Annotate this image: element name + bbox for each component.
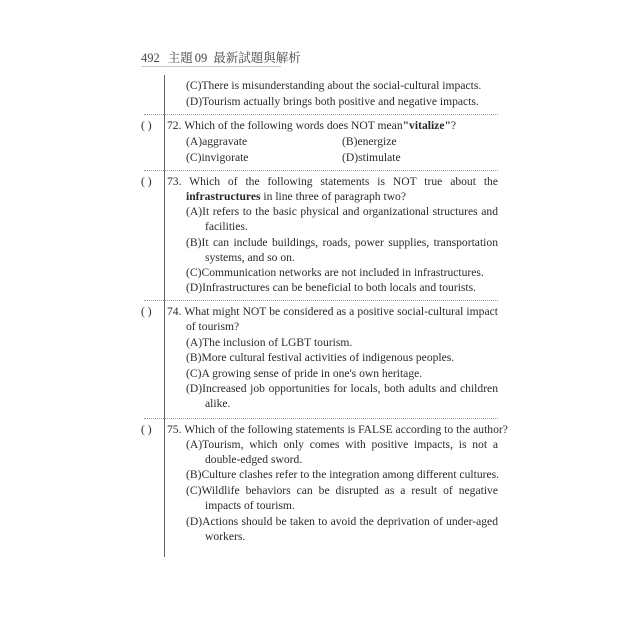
question-separator bbox=[144, 418, 498, 419]
question-75-number: 75. bbox=[167, 423, 182, 436]
option-75-d-cont: workers. bbox=[205, 530, 246, 543]
topic-label: 主題 bbox=[167, 51, 193, 65]
page-header bbox=[141, 48, 301, 66]
option-72-b[interactable]: (B)energize bbox=[342, 135, 397, 148]
option-72-a[interactable]: (A)aggravate bbox=[186, 135, 248, 148]
option-73-b[interactable]: (B)It can include buildings, roads, power supplies, transportation bbox=[186, 236, 498, 249]
topic-number: 09 bbox=[194, 51, 208, 65]
option-75-a[interactable]: (A)Tourism, which only comes with positive impacts, is not a bbox=[186, 438, 498, 451]
question-72-number: 72. bbox=[167, 119, 182, 132]
option-75-c-cont: impacts of tourism. bbox=[205, 499, 295, 512]
option-74-a[interactable]: (A)The inclusion of LGBT tourism. bbox=[186, 336, 353, 349]
question-separator bbox=[144, 300, 498, 301]
option-75-a-cont: double-edged sword. bbox=[205, 453, 303, 466]
option-75-c[interactable]: (C)Wildlife behaviors can be disrupted as a result of negative bbox=[186, 484, 498, 497]
option-72-c[interactable]: (C)invigorate bbox=[186, 151, 249, 164]
question-75-text: Which of the following statements is FALSE according to the author? bbox=[184, 423, 508, 436]
question-75-stem bbox=[167, 422, 508, 438]
question-72-mark: ? bbox=[450, 119, 457, 132]
prev-option-c: (C)There is misunderstanding about the social-cultural impacts. bbox=[186, 79, 482, 92]
option-72-d[interactable]: (D)stimulate bbox=[342, 151, 401, 164]
option-75-d[interactable]: (D)Actions should be taken to avoid the deprivation of under-aged bbox=[186, 515, 498, 528]
question-separator bbox=[144, 114, 498, 115]
option-73-a[interactable]: (A)It refers to the basic physical and organizational structures and bbox=[186, 205, 498, 218]
question-74-text: What might NOT be considered as a positive social-cultural impact bbox=[184, 305, 498, 318]
question-73-stem-line1 bbox=[167, 174, 498, 190]
question-72-text: Which of the following words does NOT mean bbox=[184, 119, 403, 132]
answer-blank-74[interactable]: ( ) bbox=[141, 305, 152, 318]
page-number: 492 bbox=[141, 51, 160, 65]
answer-blank-72[interactable]: ( ) bbox=[141, 119, 152, 132]
question-74-stem-line2: of tourism? bbox=[186, 320, 240, 333]
option-74-b[interactable]: (B)More cultural festival activities of indigenous peoples. bbox=[186, 351, 455, 364]
question-73-text-rest: in line three of paragraph two? bbox=[260, 190, 407, 203]
header-rule bbox=[141, 66, 281, 67]
answer-blank-75[interactable]: ( ) bbox=[141, 423, 152, 436]
option-74-c[interactable]: (C)A growing sense of pride in one's own heritage. bbox=[186, 367, 423, 380]
question-73-number: 73. bbox=[167, 175, 182, 188]
answer-blank-73[interactable]: ( ) bbox=[141, 175, 152, 188]
option-73-b-cont: systems, and so on. bbox=[205, 251, 295, 264]
question-72-stem bbox=[167, 118, 456, 134]
question-74-number: 74. bbox=[167, 305, 182, 318]
question-72-keyword: "vitalize" bbox=[402, 119, 451, 132]
option-75-b[interactable]: (B)Culture clashes refer to the integration among different cultures. bbox=[186, 468, 500, 481]
topic-title: 最新試題與解析 bbox=[213, 51, 301, 65]
option-73-d[interactable]: (D)Infrastructures can be beneficial to both locals and tourists. bbox=[186, 281, 477, 294]
question-73-text: Which of the following statements is NOT true about the bbox=[189, 175, 498, 188]
option-73-a-cont: facilities. bbox=[205, 220, 248, 233]
question-73-stem-line2 bbox=[186, 189, 406, 205]
margin-rule bbox=[164, 75, 165, 557]
option-74-d-cont: alike. bbox=[205, 397, 231, 410]
question-74-stem-line1 bbox=[167, 304, 498, 320]
option-73-c[interactable]: (C)Communication networks are not included in infrastructures. bbox=[186, 266, 484, 279]
question-separator bbox=[144, 170, 498, 171]
prev-option-d: (D)Tourism actually brings both positive and negative impacts. bbox=[186, 95, 479, 108]
option-74-d[interactable]: (D)Increased job opportunities for locals, both adults and children bbox=[186, 382, 498, 395]
question-73-keyword: infrastructures bbox=[186, 190, 261, 203]
